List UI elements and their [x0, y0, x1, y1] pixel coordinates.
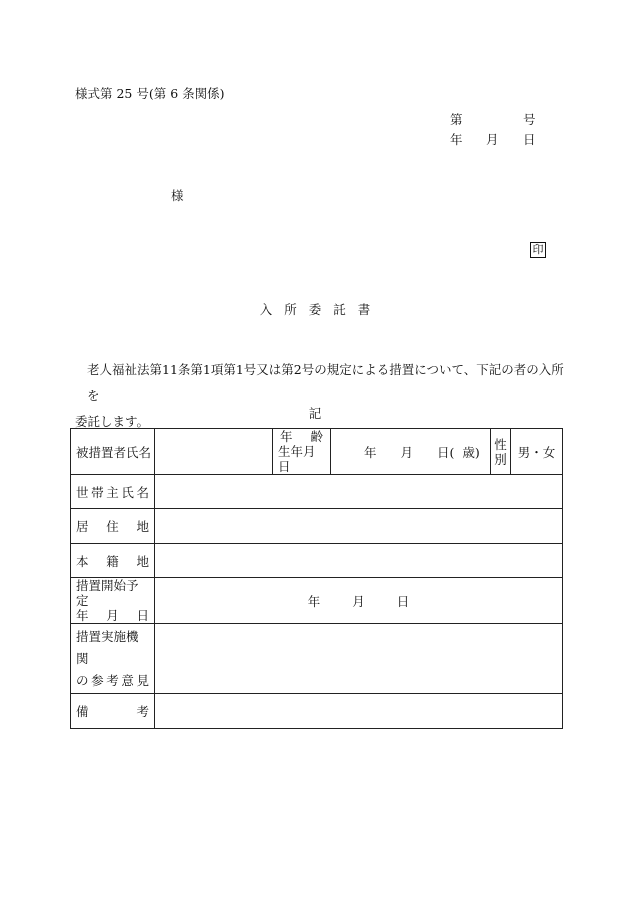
- opinion-field[interactable]: [155, 624, 563, 694]
- opinion-char: 見: [136, 672, 149, 688]
- start-label-char: 日: [136, 608, 149, 623]
- remarks-char: 考: [136, 704, 149, 719]
- name-field[interactable]: [155, 429, 273, 475]
- birth-month-unit: 月: [400, 444, 414, 460]
- body-text: [75, 357, 565, 435]
- number-dai: 第: [450, 112, 463, 127]
- body-line-2: 委託します。: [75, 414, 150, 429]
- opinion-char: の: [76, 672, 89, 688]
- document-number-row: [450, 110, 535, 130]
- age-label-age: 齢: [310, 429, 323, 444]
- birth-age-unit: 歳): [462, 444, 480, 460]
- row-household: [71, 475, 563, 509]
- remarks-label: [71, 694, 155, 729]
- document-title: [0, 300, 630, 318]
- date-day: 日: [523, 132, 536, 147]
- household-char: 氏: [121, 484, 134, 500]
- opinion-char: 参: [91, 672, 104, 688]
- row-residence: [71, 509, 563, 544]
- date-month: 月: [486, 132, 499, 147]
- opinion-label-line1: 措置実施機関: [76, 628, 139, 666]
- household-label: [71, 475, 155, 509]
- title-char: 所: [284, 302, 297, 317]
- opinion-char: 意: [121, 672, 134, 688]
- addressee-honorific: 様: [171, 188, 184, 203]
- start-date-field[interactable]: [155, 578, 563, 624]
- form-number: 様式第 25 号(第 6 条関係): [75, 86, 225, 101]
- age-birth-label: [273, 429, 331, 475]
- remarks-char: 備: [76, 704, 89, 719]
- age-label-year: 年: [280, 429, 293, 444]
- household-char: 帯: [91, 484, 104, 500]
- domicile-field[interactable]: [155, 544, 563, 578]
- title-char: 託: [333, 302, 346, 317]
- row-remarks: [71, 694, 563, 729]
- household-char: 主: [106, 484, 119, 500]
- opinion-char: 考: [106, 672, 119, 688]
- residence-char: 地: [136, 519, 149, 534]
- seal-mark: 印: [530, 242, 546, 258]
- sex-label-1: 性: [494, 436, 507, 452]
- residence-field[interactable]: [155, 509, 563, 544]
- domicile-label: [71, 544, 155, 578]
- domicile-char: 地: [136, 553, 149, 569]
- opinion-label: [71, 624, 155, 694]
- start-label-char: 月: [106, 608, 119, 623]
- row-name: [71, 429, 563, 475]
- start-date-label: [71, 578, 155, 624]
- sex-label: [491, 429, 511, 475]
- name-label: 被措置者氏名: [71, 429, 155, 475]
- domicile-char: 籍: [106, 553, 119, 569]
- birth-day-unit: 日(: [437, 444, 455, 460]
- birthdate-label: 生年月日: [278, 444, 316, 474]
- body-line-1: 老人福祉法第11条第1項第1号又は第2号の規定による措置について、下記の者の入所を: [87, 362, 564, 403]
- residence-char: 住: [106, 519, 119, 534]
- title-char: 委: [308, 302, 322, 317]
- birthdate-field[interactable]: [331, 429, 491, 475]
- remarks-field[interactable]: [155, 694, 563, 729]
- sex-options[interactable]: 男・女: [511, 429, 563, 475]
- date-year: 年: [450, 132, 463, 147]
- title-char: 入: [259, 302, 273, 317]
- ki-heading: 記: [308, 406, 322, 421]
- document-date-row: [450, 130, 535, 150]
- start-month-unit: 月: [352, 593, 365, 609]
- residence-label: [71, 509, 155, 544]
- household-char: 世: [76, 484, 89, 500]
- row-opinion: [71, 624, 563, 694]
- birth-year-unit: 年: [364, 444, 377, 460]
- start-year-unit: 年: [307, 593, 321, 609]
- household-char: 名: [136, 484, 149, 500]
- domicile-char: 本: [76, 553, 89, 569]
- sex-label-2: 別: [494, 451, 507, 467]
- entrustment-form-table: [70, 428, 563, 729]
- number-go: 号: [523, 112, 536, 127]
- start-label-char: 年: [76, 608, 89, 623]
- start-label-line1: 措置開始予定: [76, 578, 139, 608]
- document-number-block: [450, 110, 535, 150]
- row-domicile: [71, 544, 563, 578]
- start-day-unit: 日: [396, 593, 410, 609]
- residence-char: 居: [76, 519, 89, 534]
- row-start-date: [71, 578, 563, 624]
- household-field[interactable]: [155, 475, 563, 509]
- title-char: 書: [357, 302, 371, 317]
